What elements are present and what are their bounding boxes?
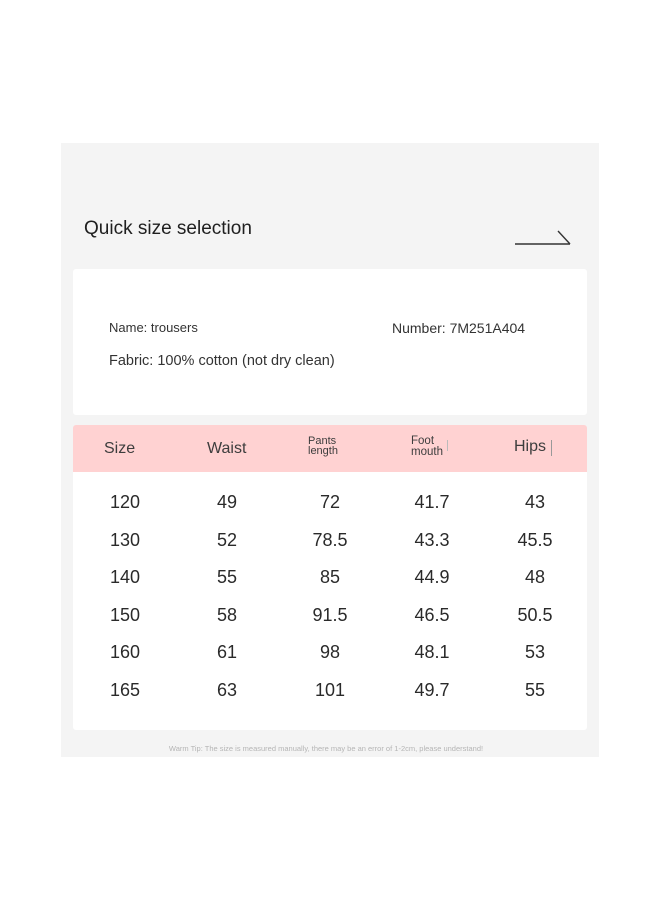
cell-pants-length: 85 (319, 567, 341, 587)
product-fabric: Fabric: 100% cotton (not dry clean) (109, 353, 335, 369)
cell-size: 160 (109, 642, 141, 662)
size-chart-panel (61, 143, 599, 757)
section-title: Quick size selection (84, 218, 252, 239)
cell-pants-length: 98 (319, 642, 341, 662)
header-foot-line1: Foot (411, 435, 435, 447)
cell-foot-mouth: 46.5 (414, 605, 450, 625)
header-waist: Waist (207, 440, 247, 457)
cell-size: 165 (109, 680, 141, 700)
header-pants-line1: Pants (308, 435, 337, 447)
cell-waist: 49 (216, 492, 238, 512)
cell-pants-length: 91.5 (312, 605, 348, 625)
table-row (73, 530, 587, 560)
product-number: Number: 7M251A404 (392, 320, 526, 336)
header-pants-length (308, 436, 348, 456)
header-divider (551, 440, 552, 456)
header-pants-line2: length (308, 445, 338, 457)
header-foot-mouth (411, 436, 451, 458)
cell-hips: 45.5 (517, 530, 553, 550)
cell-waist: 61 (216, 642, 238, 662)
table-row (73, 605, 587, 635)
header-hips-label: Hips (514, 438, 547, 455)
size-table-header (73, 425, 587, 472)
cell-hips: 55 (524, 680, 546, 700)
cell-foot-mouth: 43.3 (414, 530, 450, 550)
product-info-card (73, 269, 587, 415)
cell-hips: 53 (524, 642, 546, 662)
cell-foot-mouth: 44.9 (414, 567, 450, 587)
cell-foot-mouth: 41.7 (414, 492, 450, 512)
cell-size: 140 (109, 567, 141, 587)
cell-size: 120 (109, 492, 141, 512)
header-foot-line2: mouth (411, 446, 443, 458)
cell-pants-length: 101 (314, 680, 346, 700)
cell-waist: 58 (216, 605, 238, 625)
cell-size: 130 (109, 530, 141, 550)
product-name: Name: trousers (109, 320, 198, 335)
table-row (73, 680, 587, 710)
header-hips (514, 438, 546, 456)
table-row (73, 492, 587, 522)
cell-pants-length: 72 (319, 492, 341, 512)
table-row (73, 642, 587, 672)
warm-tip: Warm Tip: The size is measured manually, there may be an error of 1-2cm, please understand! (168, 744, 484, 753)
arrow-right-icon[interactable] (514, 227, 572, 247)
cell-hips: 50.5 (517, 605, 553, 625)
cell-foot-mouth: 48.1 (414, 642, 450, 662)
size-table-body (73, 472, 587, 730)
cell-hips: 48 (524, 567, 546, 587)
header-size: Size (104, 440, 136, 457)
cell-foot-mouth: 49.7 (414, 680, 450, 700)
cell-hips: 43 (524, 492, 546, 512)
table-row (73, 567, 587, 597)
cell-waist: 52 (216, 530, 238, 550)
cell-waist: 55 (216, 567, 238, 587)
cell-waist: 63 (216, 680, 238, 700)
cell-size: 150 (109, 605, 141, 625)
header-divider (447, 440, 448, 451)
cell-pants-length: 78.5 (312, 530, 348, 550)
